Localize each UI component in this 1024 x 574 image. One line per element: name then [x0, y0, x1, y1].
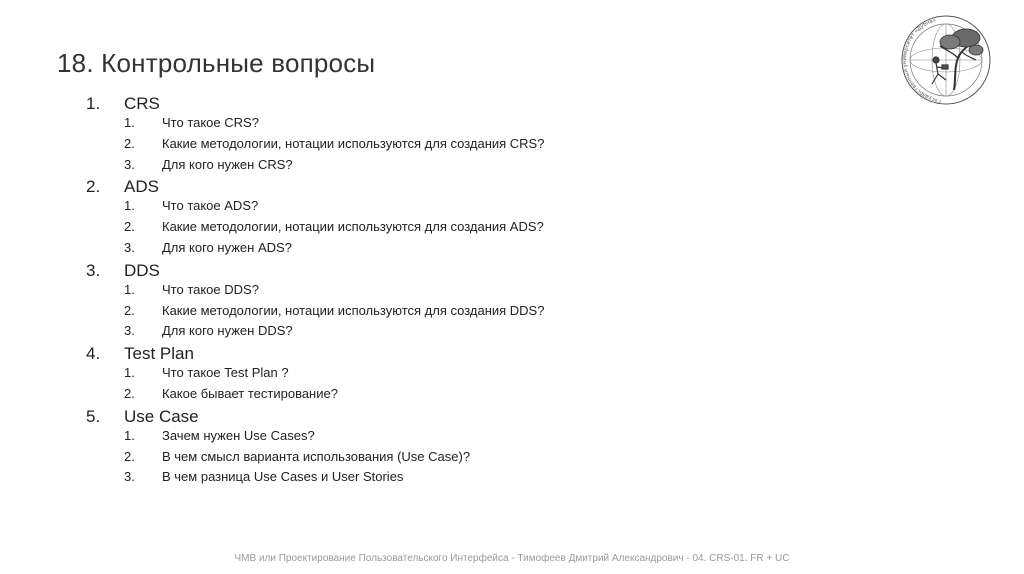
question-item — [124, 282, 846, 303]
question-text: Какое бывает тестирование? — [162, 385, 338, 401]
question-number: 2. — [124, 219, 135, 235]
section-heading — [86, 407, 846, 428]
question-number: 2. — [124, 302, 135, 318]
question-item — [124, 303, 846, 324]
question-list — [86, 428, 846, 490]
question-text: Что такое ADS? — [162, 198, 259, 214]
outline-section — [86, 261, 846, 344]
tree-icon — [940, 29, 983, 90]
question-item — [124, 115, 846, 136]
question-item — [124, 428, 846, 449]
slide-title: 18. Контрольные вопросы — [57, 48, 376, 78]
question-number: 2. — [124, 135, 135, 151]
section-heading — [86, 261, 846, 282]
question-number: 1. — [124, 198, 135, 214]
question-number: 3. — [124, 469, 135, 485]
question-list — [86, 198, 846, 260]
question-item — [124, 386, 846, 407]
section-number: 5. — [86, 406, 101, 426]
question-item — [124, 136, 846, 157]
question-text: Что такое CRS? — [162, 115, 259, 130]
question-item — [124, 449, 846, 470]
question-number: 2. — [124, 448, 135, 464]
question-number: 1. — [124, 281, 135, 297]
question-text: Что такое Test Plan ? — [162, 365, 289, 381]
question-item — [124, 240, 846, 261]
question-text: Какие методологии, нотации используются для создания CRS? — [162, 135, 545, 151]
slide-footer: ЧМВ или Проектирование Пользовательского Интерфейса - Тимофеев Дмитрий Александрович - 04. CRS-01. FR + UC — [234, 553, 790, 564]
outline-section — [86, 344, 846, 407]
university-logo — [896, 10, 996, 108]
question-text: Что такое DDS? — [162, 281, 259, 297]
section-number: 4. — [86, 344, 101, 364]
question-text: В чем смысл варианта использования (Use Case)? — [162, 448, 471, 464]
outline-section — [86, 177, 846, 260]
question-text: Какие методологии, нотации используются для создания DDS? — [162, 302, 545, 318]
question-number: 3. — [124, 239, 135, 255]
section-number: 1. — [86, 94, 101, 113]
question-item — [124, 469, 846, 490]
question-item — [124, 198, 846, 219]
question-list — [86, 365, 846, 407]
section-label: Use Case — [124, 406, 199, 426]
question-outline — [86, 94, 846, 490]
section-heading — [86, 94, 846, 115]
question-item — [124, 157, 846, 178]
question-item — [124, 365, 846, 386]
question-number: 2. — [124, 385, 135, 401]
question-text: Для кого нужен DDS? — [162, 323, 293, 339]
question-number: 3. — [124, 323, 135, 339]
reader-figure-icon — [932, 57, 948, 84]
question-item — [124, 323, 846, 344]
question-text: Для кого нужен CRS? — [162, 156, 293, 172]
section-number: 3. — [86, 260, 101, 280]
question-text: В чем разница Use Cases и User Stories — [162, 469, 404, 485]
question-text: Для кого нужен ADS? — [162, 239, 292, 255]
question-number: 1. — [124, 365, 135, 381]
question-number: 1. — [124, 427, 135, 443]
outline-section — [86, 407, 846, 490]
question-number: 1. — [124, 115, 135, 130]
question-text: Какие методологии, нотации используются для создания ADS? — [162, 219, 544, 235]
section-heading — [86, 177, 846, 198]
section-number: 2. — [86, 177, 101, 197]
question-text: Зачем нужен Use Cases? — [162, 427, 315, 443]
outline-section — [86, 94, 846, 177]
section-label: CRS — [124, 94, 160, 113]
section-heading — [86, 344, 846, 365]
section-label: ADS — [124, 177, 159, 197]
question-number: 3. — [124, 156, 135, 172]
section-label: Test Plan — [124, 344, 194, 364]
section-label: DDS — [124, 260, 160, 280]
logo-ring-text: Государственный университет «Дубна» — [901, 17, 942, 104]
question-item — [124, 219, 846, 240]
question-list — [86, 115, 846, 177]
question-list — [86, 282, 846, 344]
